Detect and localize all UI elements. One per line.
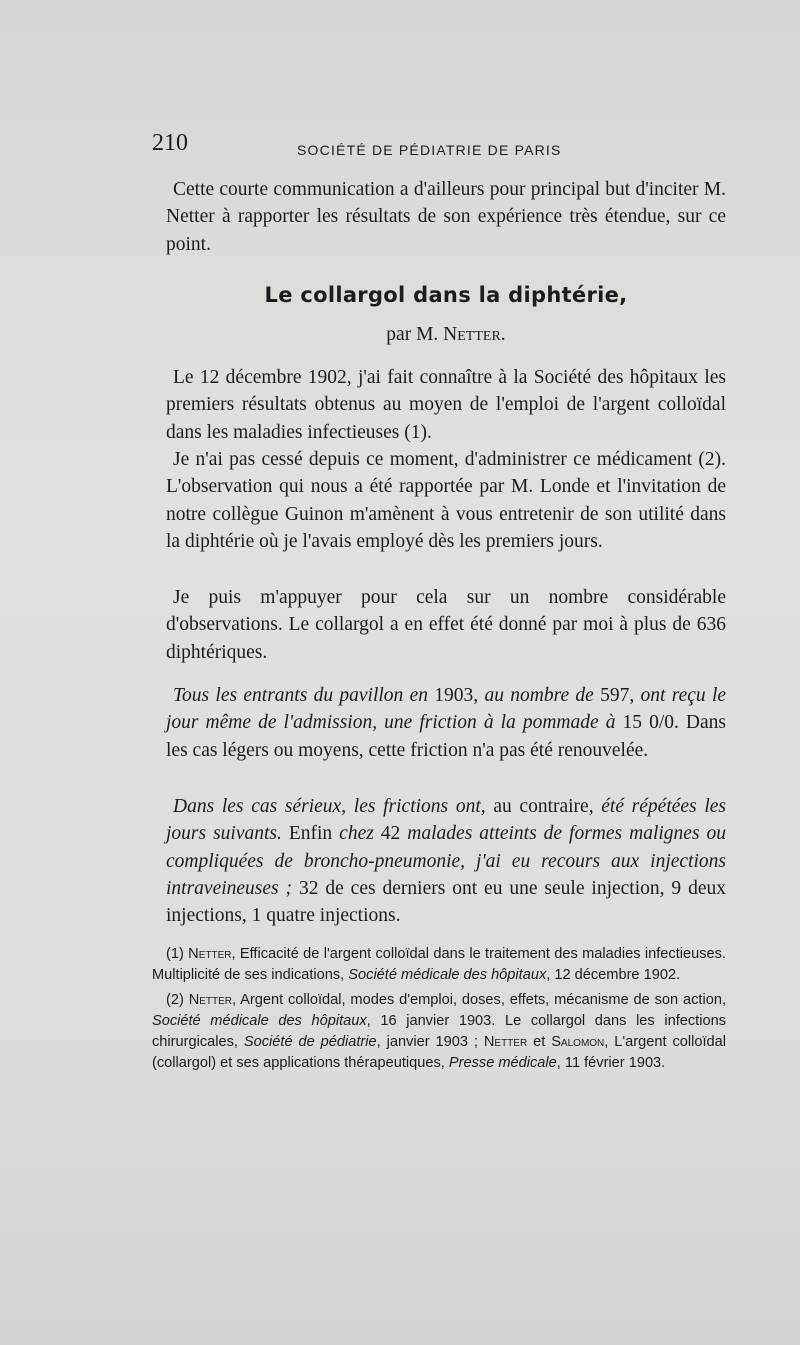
- article-byline: [166, 324, 726, 346]
- footnote-2-text4: et: [527, 1034, 552, 1050]
- p4-italic-c: au nombre de: [484, 685, 594, 706]
- p4-roman-d: 597,: [593, 685, 641, 706]
- footnote-1-date: , 12 décembre 1902.: [546, 967, 681, 983]
- footnote-2-text2: , 16 janvier 1903. Le collargol dans les infections chirurgicales,: [152, 1013, 726, 1050]
- article-title: Le collargol dans la diphtérie,: [264, 283, 628, 307]
- footnote-1-journal: Société médicale des hôpitaux: [348, 967, 547, 983]
- p5-italic-c: été répétées les jours suivants.: [166, 796, 727, 845]
- paragraph-4: [166, 682, 726, 764]
- paragraph-3: Je puis m'appuyer pour cela sur un nombre considérable d'observations. Le collargol a en effet été donné par moi à plus de 636 diphtériques.: [166, 587, 726, 663]
- footnote-2-text5: , L'argent colloïdal (collargol) et ses applications thérapeutiques,: [152, 1034, 726, 1071]
- p4-roman-b: 1903,: [427, 685, 485, 706]
- intro-paragraph: Cette courte communication a d'ailleurs pour principal but d'inciter M. Netter à rapporter les résultats de son expérience très étendue, sur ce point.: [166, 179, 726, 255]
- p5-roman-b: au contraire,: [485, 796, 602, 817]
- p5-roman-f: 42: [373, 823, 408, 845]
- footnotes: [152, 944, 726, 1078]
- running-head: SOCIÉTÉ DE PÉDIATRIE DE PARIS: [297, 142, 562, 158]
- p4-italic-a: Tous les entrants du pavillon en: [173, 685, 428, 706]
- footnote-2: [152, 990, 726, 1074]
- page-number: 210: [152, 130, 188, 156]
- paragraph-2: Je n'ai pas cessé depuis ce moment, d'administrer ce médicament (2). L'observation qui nous a été rapportée par M. Londe et l'invitation de notre collègue Guinon m'amènent à vous entretenir de son utilité dans la diphtérie où je l'avais employé dès les premiers jours.: [166, 449, 726, 552]
- footnote-1: [152, 944, 726, 986]
- p5-italic-a: Dans les cas sérieux, les frictions ont,: [173, 796, 486, 817]
- byline-prefix: par M.: [386, 324, 439, 345]
- footnote-1-author: Netter: [188, 946, 232, 962]
- footnote-2-text3: , janvier 1903 ;: [376, 1034, 484, 1050]
- p5-roman-d: Enfin: [281, 823, 340, 845]
- paragraph-1: Le 12 décembre 1902, j'ai fait connaître à la Société des hôpitaux les premiers résultats obtenus au moyen de l'emploi de l'argent colloïdal dans les maladies infectieuses (1).: [166, 367, 726, 443]
- footnote-2-author2: Netter: [483, 1034, 528, 1050]
- footnote-2-author3: Salomon: [551, 1034, 605, 1050]
- footnote-2-journal1: Société médicale des hôpitaux: [152, 1013, 367, 1029]
- footnote-1-number: (1): [166, 946, 189, 962]
- footnote-2-text1: , Argent colloïdal, modes d'emploi, doses, effets, mécanisme de son action,: [232, 992, 727, 1008]
- footnote-2-number: (2): [166, 992, 189, 1008]
- byline-author: Netter.: [443, 324, 506, 345]
- p5-italic-e: chez: [339, 823, 374, 845]
- p5-italic-g: malades atteints de formes malignes ou compliquées de broncho-pneumonie, j'ai eu recours aux injections intraveineuses ;: [166, 823, 727, 899]
- page-header: [152, 128, 727, 162]
- footnote-2-journal3: Presse médicale: [448, 1055, 557, 1071]
- p4-roman-f: 15 0/0. Dans les cas légers ou moyens, cette friction n'a pas été renouvelée.: [166, 712, 726, 761]
- footnote-1-text: , Efficacité de l'argent colloïdal dans le traitement des maladies infectieuses. Multiplicité de ses indications,: [152, 946, 726, 983]
- p5-roman-h: 32 de ces derniers ont eu une seule injection, 9 deux injections, 1 quatre injections.: [166, 877, 726, 927]
- footnote-2-text6: , 11 février 1903.: [556, 1055, 666, 1071]
- footnote-2-author: Netter: [188, 992, 233, 1008]
- footnote-2-journal2: Société de pédiatrie: [243, 1034, 377, 1050]
- paragraph-5: [166, 793, 726, 929]
- p4-italic-e: ont reçu le jour même de l'admission, une friction à la pommade à: [166, 685, 727, 734]
